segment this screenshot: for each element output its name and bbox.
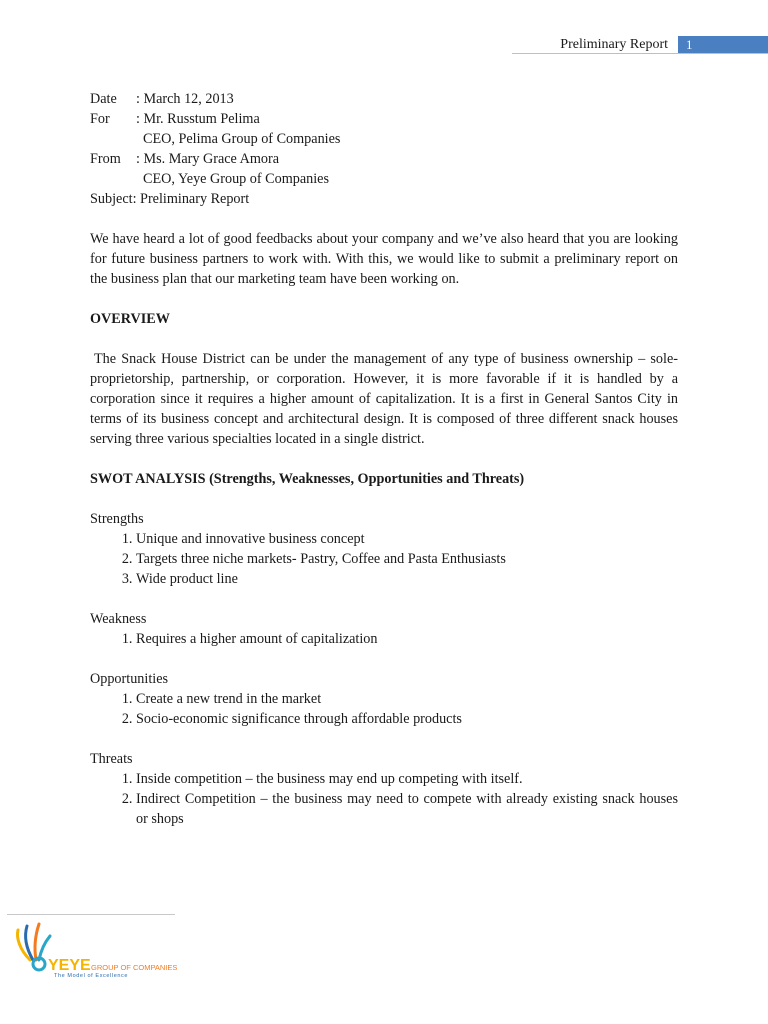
list-item: 1. Requires a higher amount of capitalization bbox=[136, 629, 678, 649]
memo-for-value: : Mr. Russtum Pelima bbox=[136, 111, 260, 127]
page-number-badge bbox=[678, 36, 768, 54]
list-item: 2. Socio-economic significance through affordable products bbox=[136, 709, 678, 729]
memo-for-title: CEO, Pelima Group of Companies bbox=[143, 131, 341, 147]
threats-list bbox=[90, 769, 678, 829]
strengths-list bbox=[90, 529, 678, 589]
header-divider bbox=[512, 53, 768, 54]
memo-subject-value: : Preliminary Report bbox=[132, 191, 250, 207]
list-item: 1. Create a new trend in the market bbox=[136, 689, 678, 709]
memo-date-row bbox=[90, 89, 678, 109]
weakness-list bbox=[90, 629, 678, 649]
logo-tagline: The Model of Excellence bbox=[54, 973, 129, 979]
memo-date-value: : March 12, 2013 bbox=[136, 91, 234, 107]
list-item: 2. Indirect Competition – the business may need to compete with already existing snack houses or shops bbox=[136, 789, 678, 829]
list-item: 1. Unique and innovative business concept bbox=[136, 529, 678, 549]
memo-date-label: Date bbox=[90, 91, 117, 107]
page-number: 1 bbox=[686, 37, 693, 52]
opportunities-list bbox=[90, 689, 678, 729]
opportunities-label: Opportunities bbox=[90, 671, 169, 687]
logo-wordmark: YEYE bbox=[48, 957, 91, 974]
memo-from-value: : Ms. Mary Grace Amora bbox=[136, 151, 280, 167]
memo-from-row bbox=[90, 149, 678, 169]
memo-for-label: For bbox=[90, 111, 110, 127]
memo-from-label: From bbox=[90, 151, 121, 167]
document-body bbox=[90, 89, 678, 829]
memo-for-row bbox=[90, 109, 678, 129]
logo-subtext: GROUP OF COMPANIES bbox=[91, 963, 178, 972]
yeye-logo bbox=[8, 920, 178, 980]
list-item: 1. Inside competition – the business may end up competing with itself. bbox=[136, 769, 678, 789]
intro-paragraph: We have heard a lot of good feedbacks about your company and we’ve also heard that you are looking for future business partners to work with. With this, we would like to submit a preliminary report on the business plan that our marketing team have been working on. bbox=[90, 231, 678, 287]
weakness-label: Weakness bbox=[90, 611, 147, 627]
strengths-label: Strengths bbox=[90, 511, 144, 527]
memo-block bbox=[90, 89, 678, 209]
threats-label: Threats bbox=[90, 751, 133, 767]
footer-divider bbox=[7, 914, 175, 915]
memo-subject-row bbox=[90, 189, 678, 209]
overview-heading: OVERVIEW bbox=[90, 311, 170, 327]
memo-subject-label: Subject bbox=[90, 191, 133, 207]
list-item: 3. Wide product line bbox=[136, 569, 678, 589]
list-item: 2. Targets three niche markets- Pastry, Coffee and Pasta Enthusiasts bbox=[136, 549, 678, 569]
overview-paragraph: The Snack House District can be under the management of any type of business ownership – sole-proprietorship, partnership, or corporation. However, it is more favorable if it is handled by a corporation since it requires a higher amount of capitalization. It is a first in General Santos City in terms of its business concept and architectural design. It is composed of three different snack houses serving three various specialties located in a single district. bbox=[90, 351, 678, 447]
memo-from-title: CEO, Yeye Group of Companies bbox=[143, 171, 330, 187]
header-title: Preliminary Report bbox=[560, 37, 668, 52]
swot-heading: SWOT ANALYSIS (Strengths, Weaknesses, Opportunities and Threats) bbox=[90, 471, 525, 487]
